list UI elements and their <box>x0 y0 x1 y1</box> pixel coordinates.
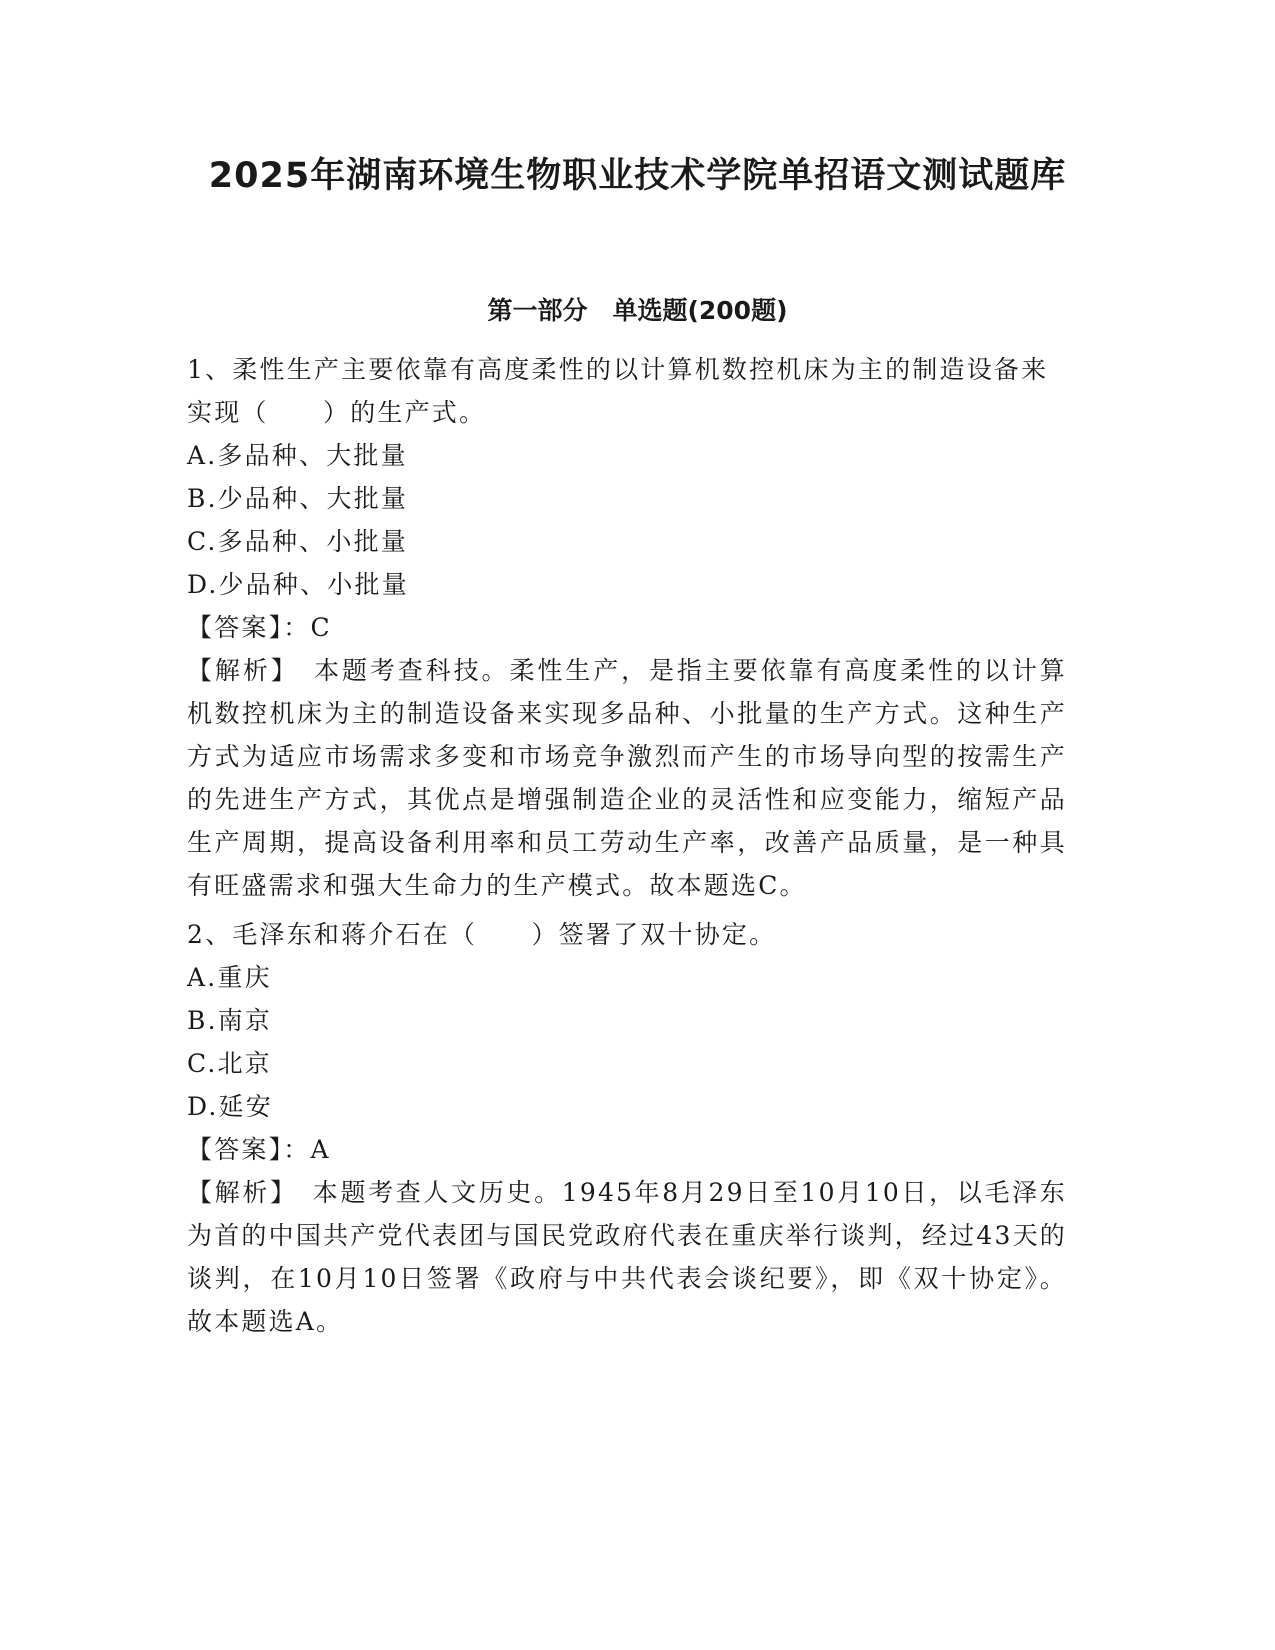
section-title: 第一部分 单选题(200题) <box>487 296 788 325</box>
question-stem: 2、毛泽东和蒋介石在（ ）签署了双十协定。 <box>187 920 777 949</box>
option-d: D.少品种、小批量 <box>187 570 409 599</box>
question-stem: 1、柔性生产主要依靠有高度柔性的以计算机数控机床为主的制造设备来实现（ ）的生产式。 <box>187 355 1049 427</box>
question-item <box>187 348 1067 907</box>
document-title: 2025年湖南环境生物职业技术学院单招语文测试题库 <box>208 156 1067 196</box>
question-list <box>187 348 1067 1349</box>
option-c: C.北京 <box>187 1049 272 1078</box>
question-item <box>187 913 1067 1343</box>
explanation-text: 【解析】 本题考查人文历史。1945年8月29日至10月10日，以毛泽东为首的中国共产党代表团与国民党政府代表在重庆举行谈判，经过43天的谈判，在10月10日签署《政府与中共代表会谈纪要》，即《双十协定》。故本题选A。 <box>187 1178 1067 1336</box>
option-a: A.多品种、大批量 <box>187 441 408 470</box>
option-c: C.多品种、小批量 <box>187 527 408 556</box>
option-b: B.南京 <box>187 1006 273 1035</box>
answer-line: 【答案】：C <box>187 613 332 642</box>
option-a: A.重庆 <box>187 963 272 992</box>
explanation-text: 【解析】 本题考查科技。柔性生产，是指主要依靠有高度柔性的以计算机数控机床为主的制造设备来实现多品种、小批量的生产方式。这种生产方式为适应市场需求多变和市场竞争激烈而产生的市场导向型的按需生产的先进生产方式，其优点是增强制造企业的灵活性和应变能力，缩短产品生产周期，提高设备利用率和员工劳动生产率，改善产品质量，是一种具有旺盛需求和强大生命力的生产模式。故本题选C。 <box>187 656 1067 900</box>
answer-line: 【答案】：A <box>187 1135 331 1164</box>
option-b: B.少品种、大批量 <box>187 484 409 513</box>
option-d: D.延安 <box>187 1092 273 1121</box>
